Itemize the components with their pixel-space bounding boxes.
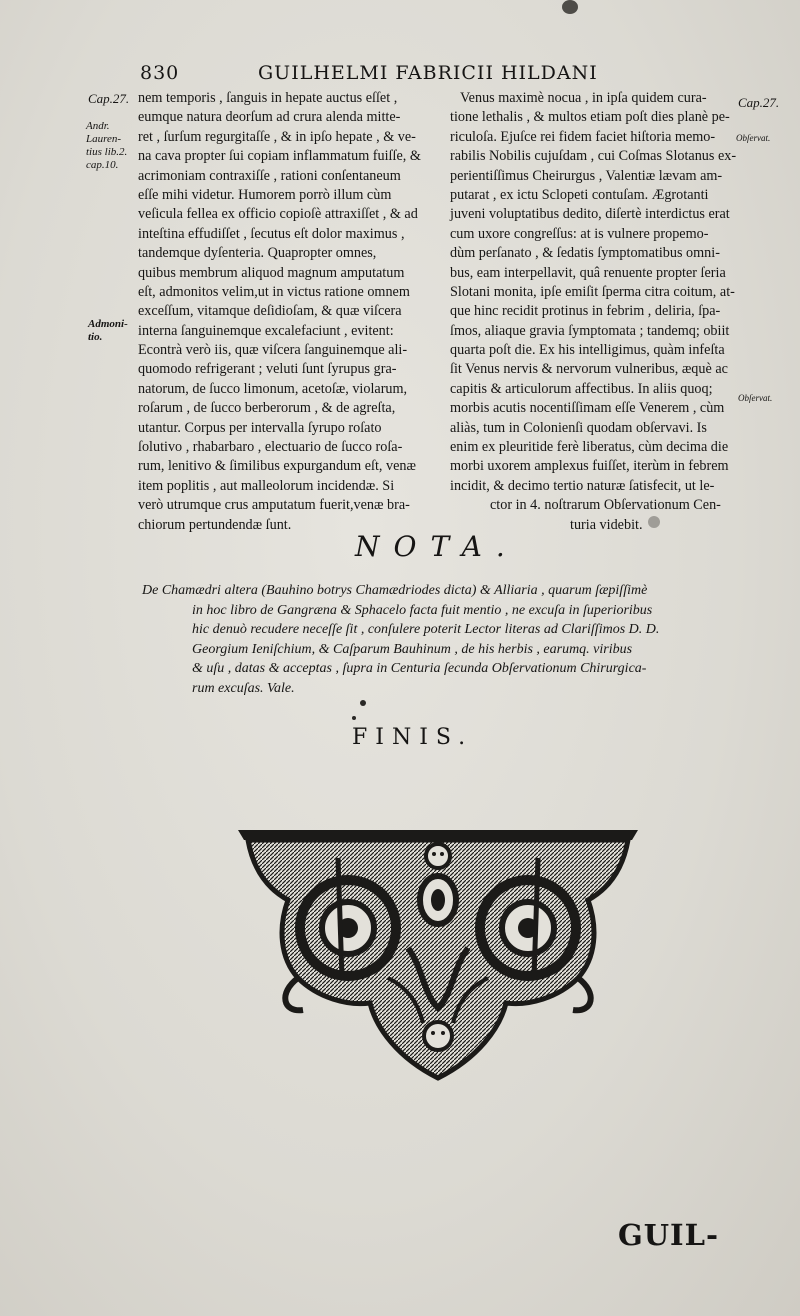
- text-line: eſt, admonitos velim,ut in victus ratione omnem: [138, 283, 410, 300]
- text-line: interna ſanguinemque excalefaciunt , evitent:: [138, 322, 394, 339]
- text-line: chiorum pertundendæ ſunt.: [138, 516, 292, 533]
- text-line: morbis acutis nocentiſſimam eſſe Venerem , cùm: [450, 400, 725, 417]
- text-line: dùm perſanato , & ſedatis ſymptomatibus omni-: [450, 245, 720, 262]
- text-line: capitis & articulorum affectibus. In aliis quoq;: [450, 380, 713, 397]
- text-line: tione lethalis , & multos etiam poſt dies planè pe-: [450, 109, 730, 126]
- margin-note-right-3: Obſervat.: [738, 393, 773, 403]
- text-line: Venus maximè nocua , in ipſa quidem cura-: [460, 90, 707, 106]
- text-line: Slotani monita, ipſe emiſit ſperma citra coitum, at-: [450, 283, 735, 300]
- margin-note-left-3: Admoni- tio.: [88, 318, 128, 343]
- text-line: rum excuſas. Vale.: [192, 680, 295, 696]
- text-line: Econtrà verò iis, quæ viſcera ſanguinemque ali-: [138, 342, 408, 359]
- left-text-column: [138, 89, 428, 535]
- text-line: acrimoniam contraxiſſe , rationi conſentaneum: [138, 167, 401, 184]
- page-number: 830: [140, 62, 180, 84]
- text-line: ret , ſurſum regurgitaſſe , & in ipſo hepate , & ve-: [138, 128, 416, 145]
- text-line: veſicula fellea ex officio copioſè attraxiſſet , & ad: [138, 206, 418, 223]
- text-line: morbi uxorem amplexus fuiſſet, iterùm in febrem: [450, 458, 729, 475]
- text-line: ſmos, aliaque gravia ſymptomata ; tandemq; obiit: [450, 322, 730, 339]
- text-line: juveni voluptatibus dedito, diſertè interdictus erat: [450, 206, 730, 223]
- text-line: perientiſſimus Cheirurgus , Valentiæ lævam am-: [450, 167, 723, 184]
- ornamental-tailpiece-icon: [238, 828, 638, 1086]
- nota-heading: NOTA.: [355, 530, 519, 563]
- text-line: enim ex pleuritide ferè liberatus, cùm decima die: [450, 439, 729, 456]
- text-line: verò utrumque crus amputatum fuerit,venæ bra-: [138, 497, 410, 514]
- text-line: De Chamædri altera (Bauhino botrys Chamædriodes dicta) & Alliaria , quarum ſæpiſſimè: [142, 583, 648, 598]
- nota-text: [142, 581, 742, 699]
- margin-note-left-1: Cap.27.: [88, 91, 130, 106]
- text-line: bus, eam interpellavit, quâ renuente propter ſeria: [450, 264, 726, 281]
- text-line: ſit Venus nervis & nervorum vulneribus, æquè ac: [450, 361, 728, 378]
- text-line: na cava propter ſui copiam inflammatum fuiſſe, &: [138, 148, 421, 165]
- text-line: incidit, & decimo tertio naturæ ſatisfecit, ut le-: [450, 477, 715, 494]
- text-line: natorum, de ſucco limonum, acetoſæ, violarum,: [138, 380, 408, 397]
- text-line: putarat , ex ictu Sclopeti contuſam. Ægrotanti: [450, 186, 709, 203]
- text-line: turia videbit.: [570, 516, 643, 533]
- margin-note-left-2: Andr. Lauren- tius lib.2. cap.10.: [86, 120, 128, 171]
- text-line: rabilis Nobilis cujuſdam , cui Coſmas Slotanus ex-: [450, 148, 737, 165]
- text-line: item poplitis , aut malleolorum incidendæ. Si: [138, 477, 395, 494]
- text-line: rum, lenitivo & ſimilibus expurgandum eſt, venæ: [138, 458, 416, 475]
- text-line: quomodo refrigerant ; veluti ſunt ſyrupus gra-: [138, 361, 397, 378]
- margin-note-right-2: Obſervat.: [736, 133, 771, 143]
- text-line: nem temporis , ſanguis in hepate auctus eſſet ,: [138, 90, 398, 106]
- text-line: tandemque dyſenteria. Quapropter omnes,: [138, 245, 377, 262]
- running-title: GUILHELMI FABRICII HILDANI: [258, 62, 598, 84]
- ink-spot: [648, 516, 660, 528]
- text-line: in hoc libro de Gangræna & Sphacelo facta fuit mentio , ne excuſa in ſuperioribus: [192, 602, 653, 618]
- text-line: cum uxore congreſſus: at is vulnere propemo-: [450, 225, 709, 242]
- catchword: GUIL-: [618, 1218, 720, 1252]
- text-line: eſſe mihi videtur. Humorem porrò illum cùm: [138, 186, 392, 203]
- text-line: ctor in 4. noſtrarum Obſervationum Cen-: [490, 497, 721, 514]
- ink-spot: [360, 700, 366, 706]
- text-line: aliàs, tum in Colonienſi quodam obſervavi. Is: [450, 419, 707, 436]
- text-line: inteſtina effudiſſet , ſecutus eſt dolor maximus ,: [138, 225, 405, 242]
- text-line: riculoſa. Ejuſce rei fidem faciet hiſtoria memo-: [450, 128, 716, 145]
- finis-heading: FINIS.: [352, 725, 474, 750]
- text-line: quibus membrum aliquod magnum amputatum: [138, 264, 405, 281]
- text-line: quarta poſt die. Ex his intelligimus, quàm infeſta: [450, 342, 725, 359]
- text-line: que hinc recidit protinus in febrim , deliria, ſpa-: [450, 303, 721, 320]
- text-line: exceſſum, vitamque deſidioſam, & quæ viſcera: [138, 303, 402, 320]
- text-line: Georgium Ieniſchium, & Caſparum Bauhinum , de his herbis , earumq. viribus: [192, 641, 633, 657]
- text-line: & uſu , datas & acceptas , ſupra in Centuria ſecunda Obſervationum Chirurgica-: [192, 661, 647, 677]
- text-line: utantur. Corpus per intervalla ſyrupo roſato: [138, 419, 382, 436]
- ink-spot: [352, 716, 356, 720]
- ink-spot: [562, 0, 578, 14]
- text-line: hic denuò recudere neceſſe ſit , conſulere poterit Lector literas ad Clariſſimos D. D.: [192, 622, 660, 638]
- text-line: ſolutivo , rhabarbaro , electuario de ſucco roſa-: [138, 439, 403, 456]
- margin-note-right-1: Cap.27.: [738, 95, 780, 110]
- text-line: roſarum , de ſucco berberorum , & de agreſta,: [138, 400, 396, 417]
- right-text-column: [450, 89, 735, 535]
- text-line: eumque natura deorſum ad crura alenda mitte-: [138, 109, 401, 126]
